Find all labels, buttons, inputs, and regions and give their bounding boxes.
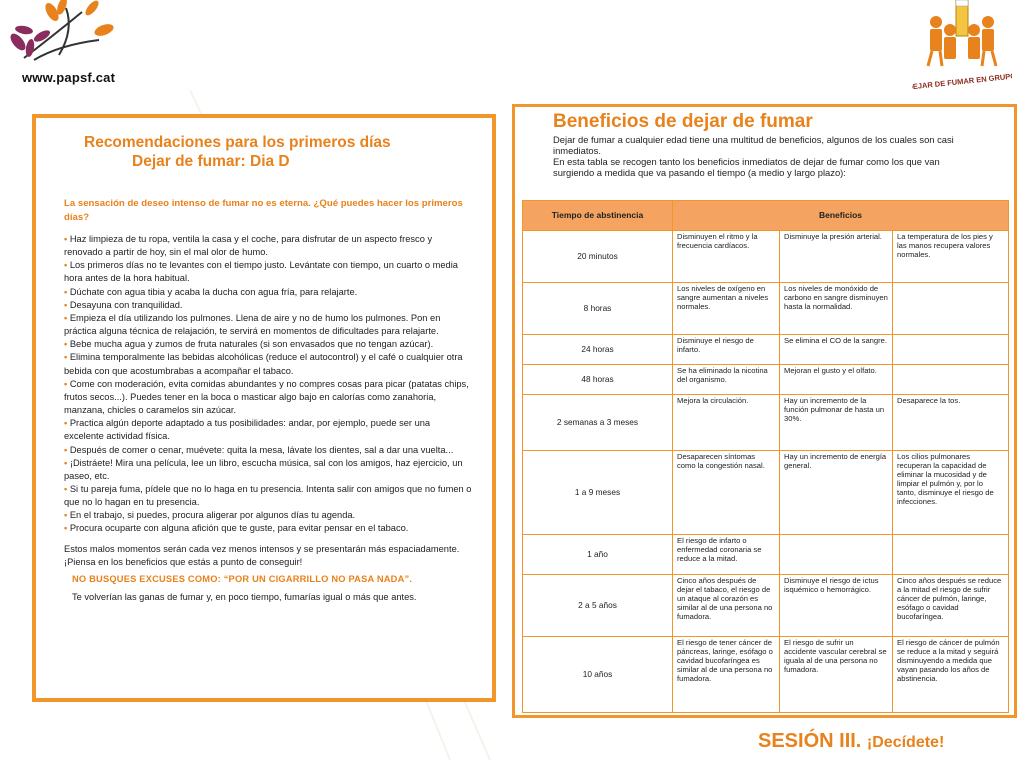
- benefit-cell: El riesgo de infarto o enfermedad coronaria se reduce a la mitad.: [673, 535, 780, 575]
- bullet-icon: •: [64, 457, 70, 468]
- benefit-cell: [893, 365, 1009, 395]
- bullet-icon: •: [64, 352, 70, 363]
- bullet-icon: •: [64, 234, 70, 244]
- time-cell: 2 semanas a 3 meses: [523, 395, 673, 451]
- list-item-text: ¡Distráete! Mira una película, lee un libro, escucha música, sal con los amigos, haz ejercicio, un paseo, etc.: [64, 457, 463, 481]
- time-cell: 1 año: [523, 535, 673, 575]
- benefit-cell: Disminuyen el ritmo y la frecuencia cardíacos.: [673, 231, 780, 283]
- recommendations-panel: [32, 114, 496, 702]
- time-cell: 10 años: [523, 637, 673, 713]
- panel-subtitle: Dejar de fumar: Dia D: [132, 153, 290, 170]
- table-row: [523, 637, 1009, 713]
- table-row: [523, 451, 1009, 535]
- list-item-text: Come con moderación, evita comidas abundantes y no compres cosas para picar (patatas chips, frutos secos...). Puedes tener en la boca o masticar algo bajo en calorías como zanahoria, manzana, chicles o caramelos sin azúcar.: [64, 378, 469, 416]
- recommendation-list: [64, 233, 472, 536]
- bullet-icon: •: [64, 523, 70, 534]
- papsf-logo: [4, 0, 134, 92]
- list-item-text: Si tu pareja fuma, pídele que no lo haga en tu presencia. Intenta salir con amigos que no fumen o que no lo hagan en tu presencia.: [64, 483, 472, 508]
- list-item: [64, 522, 472, 535]
- logo-url: www.papsf.cat: [22, 70, 116, 85]
- list-item: [64, 457, 472, 483]
- benefit-cell: Desaparece la tos.: [893, 395, 1009, 451]
- bullet-icon: •: [64, 339, 70, 350]
- benefits-title: Beneficios de dejar de fumar: [553, 111, 813, 132]
- benefit-cell: Disminuye el riesgo de infarto.: [673, 335, 780, 365]
- list-item-text: Los primeros días no te levantes con el tiempo justo. Levántate con tiempo, un cuarto o media hora antes de la hora habitual.: [64, 260, 458, 284]
- benefits-panel: [512, 104, 1017, 718]
- bullet-icon: •: [64, 418, 70, 429]
- list-item: [64, 444, 472, 457]
- list-item: [64, 233, 472, 259]
- time-cell: 8 horas: [523, 283, 673, 335]
- list-item: [64, 259, 472, 285]
- benefit-cell: Disminuye la presión arterial.: [780, 231, 893, 283]
- list-item-text: Empieza el día utilizando los pulmones. Llena de aire y no de humo los pulmones. Pon en práctica alguna técnica de relajación, te servirá en momentos de dificultades para relajarte.: [64, 312, 441, 337]
- group-logo: [912, 0, 1012, 92]
- bullet-icon: •: [64, 312, 70, 323]
- closing-text: Estos malos momentos serán cada vez menos intensos y se presentarán más espaciadamente. ¡Piensa en los beneficios que estás a punto de conseguir!: [64, 543, 460, 567]
- benefit-cell: Se ha eliminado la nicotina del organismo.: [673, 365, 780, 395]
- session-subtitle: ¡Decídete!: [866, 734, 945, 751]
- benefit-cell: Los niveles de monóxido de carbono en sangre disminuyen hasta la normalidad.: [780, 283, 893, 335]
- list-item: [64, 299, 472, 312]
- people-group-icon: [912, 0, 1012, 92]
- benefit-cell: El riesgo de cáncer de pulmón se reduce a la mitad y seguirá disminuyendo a medida que vayan pasando los años de abstinencia.: [893, 637, 1009, 713]
- benefit-cell: [780, 535, 893, 575]
- bullet-icon: •: [64, 444, 70, 455]
- list-item: [64, 417, 472, 443]
- list-item-text: Dúchate con agua tibia y acaba la ducha con agua fría, para relajarte.: [69, 286, 358, 297]
- list-item-text: Desayuna con tranquilidad.: [69, 299, 183, 310]
- table-row: [523, 535, 1009, 575]
- list-item: [64, 351, 472, 377]
- time-cell: 48 horas: [523, 365, 673, 395]
- benefit-cell: Cinco años después se reduce a la mitad el riesgo de sufrir cáncer de pulmón, laringe, esófago o cavidad bucofaríngea.: [893, 575, 1009, 637]
- table-row: [523, 283, 1009, 335]
- list-item: [64, 338, 472, 351]
- warning-text: NO BUSQUES EXCUSES COMO: “POR UN CIGARRILLO NO PASA NADA”.: [72, 573, 413, 584]
- benefits-table: [522, 200, 1009, 713]
- header-benefits: Beneficios: [673, 201, 1009, 231]
- benefit-cell: Los cilios pulmonares recuperan la capacidad de eliminar la mucosidad y de limpiar el pulmón y, por lo tanto, disminuye el riesgo de infecciones.: [893, 451, 1009, 535]
- table-header-row: [523, 201, 1009, 231]
- benefit-cell: Cinco años después de dejar el tabaco, el riesgo de un ataque al corazón es similar al de una persona no fumadora.: [673, 575, 780, 637]
- flowers-icon: [4, 0, 124, 70]
- list-item-text: Bebe mucha agua y zumos de fruta naturales (si son envasados que no tengan azúcar).: [69, 339, 434, 350]
- time-cell: 2 a 5 años: [523, 575, 673, 637]
- intro-paragraph-2: En esta tabla se recogen tanto los beneficios inmediatos de dejar de fumar como los que van surgiendo a medida que va pasando el tiempo (a medio y largo plazo):: [553, 156, 940, 178]
- header-time: Tiempo de abstinencia: [523, 201, 673, 231]
- table-row: [523, 575, 1009, 637]
- list-item-text: En el trabajo, si puedes, procura aligerar por algunos días tu agenda.: [69, 510, 356, 521]
- table-row: [523, 365, 1009, 395]
- panel-title: Recomendaciones para los primeros días: [84, 134, 391, 151]
- benefit-cell: Mejora la circulación.: [673, 395, 780, 451]
- benefit-cell: [893, 283, 1009, 335]
- final-text: Te volverían las ganas de fumar y, en poco tiempo, fumarías igual o más que antes.: [72, 591, 417, 602]
- benefit-cell: El riesgo de sufrir un accidente vascular cerebral se iguala al de una persona no fumadora.: [780, 637, 893, 713]
- list-item: [64, 483, 472, 509]
- time-cell: 24 horas: [523, 335, 673, 365]
- list-item: [64, 286, 472, 299]
- list-item: [64, 312, 472, 338]
- list-item: [64, 509, 472, 522]
- benefit-cell: Hay un incremento de la función pulmonar de hasta un 30%.: [780, 395, 893, 451]
- bullet-icon: •: [64, 260, 70, 271]
- table-row: [523, 231, 1009, 283]
- benefits-intro: [553, 134, 1006, 178]
- benefit-cell: Mejoran el gusto y el olfato.: [780, 365, 893, 395]
- benefit-cell: [893, 335, 1009, 365]
- list-item-text: Practica algún deporte adaptado a tus posibilidades: andar, por ejemplo, puede ser una excelente actividad física.: [64, 418, 431, 442]
- bullet-icon: •: [64, 510, 70, 521]
- bullet-icon: •: [64, 378, 70, 389]
- time-cell: 20 minutos: [523, 231, 673, 283]
- list-item-text: Haz limpieza de tu ropa, ventila la casa y el coche, para disfrutar de un aspecto fresco y renovado a partir de hoy, sin el mal olor de humo.: [64, 234, 433, 258]
- bullet-icon: •: [64, 299, 70, 310]
- session-footer: [758, 730, 944, 753]
- benefit-cell: El riesgo de tener cáncer de páncreas, laringe, esófago o cavidad bucofaríngea es similar al de una persona no fumadora.: [673, 637, 780, 713]
- table-row: [523, 335, 1009, 365]
- benefit-cell: Los niveles de oxígeno en sangre aumentan a niveles normales.: [673, 283, 780, 335]
- table-row: [523, 395, 1009, 451]
- benefit-cell: La temperatura de los pies y las manos recupera valores normales.: [893, 231, 1009, 283]
- benefit-cell: [893, 535, 1009, 575]
- question-heading: La sensación de deseo intenso de fumar no es eterna. ¿Qué puedes hacer los primeros días?: [64, 198, 463, 223]
- session-label: SESIÓN III.: [758, 730, 862, 752]
- benefit-cell: Hay un incremento de energía general.: [780, 451, 893, 535]
- benefit-cell: Se elimina el CO de la sangre.: [780, 335, 893, 365]
- list-item-text: Elimina temporalmente las bebidas alcohólicas (reduce el autocontrol) y el café o cualquier otra bebida con que acostumbrabas a acompañar el tabaco.: [64, 352, 463, 376]
- right-logo-text: DEJAR DE FUMAR EN GRUPO: [912, 71, 1012, 92]
- benefit-cell: Disminuye el riesgo de ictus isquémico o hemorrágico.: [780, 575, 893, 637]
- intro-paragraph-1: Dejar de fumar a cualquier edad tiene una multitud de beneficios, algunos de los cuales son casi inmediatos.: [553, 134, 954, 156]
- bullet-icon: •: [64, 483, 70, 494]
- list-item: [64, 378, 472, 417]
- list-item-text: Procura ocuparte con alguna afición que te guste, para evitar pensar en el tabaco.: [69, 523, 409, 534]
- bullet-icon: •: [64, 286, 70, 297]
- time-cell: 1 a 9 meses: [523, 451, 673, 535]
- list-item-text: Después de comer o cenar, muévete: quita la mesa, lávate los dientes, sal a dar una vuelta...: [69, 444, 454, 455]
- benefit-cell: Desaparecen síntomas como la congestión nasal.: [673, 451, 780, 535]
